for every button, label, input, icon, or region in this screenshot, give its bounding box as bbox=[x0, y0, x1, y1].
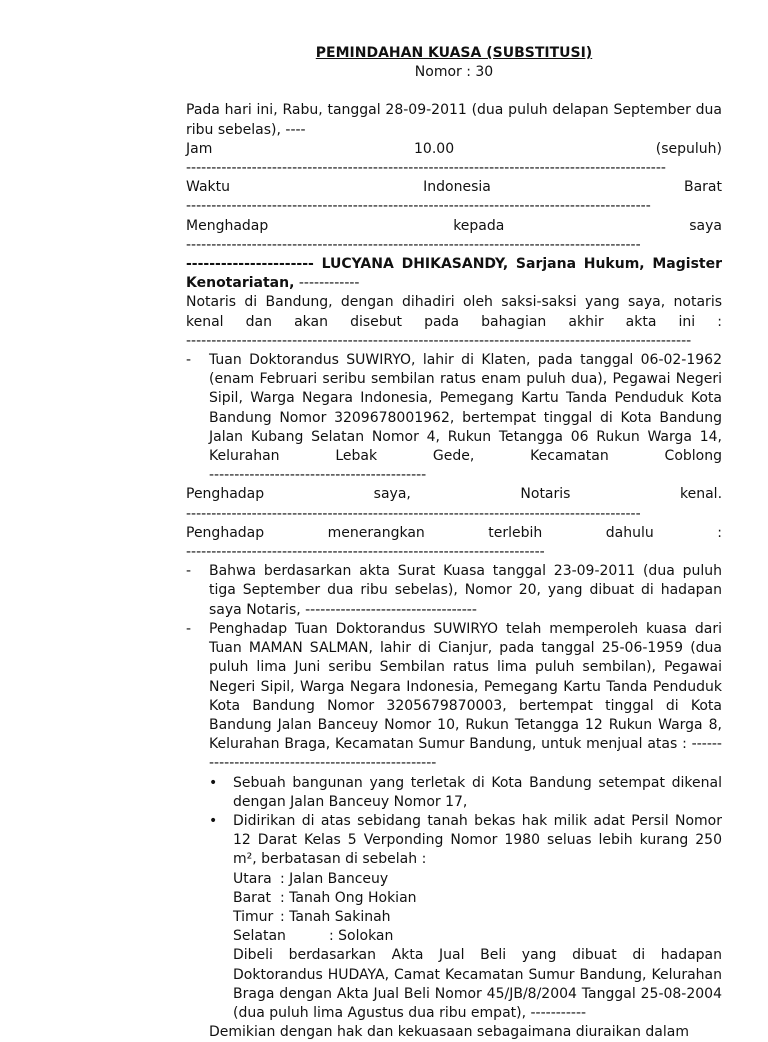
clause-item bbox=[186, 620, 722, 774]
notary-name-line: ---------------------- LUCYANA DHIKASANDY, Sarjana Hukum, Magister Kenotariatan, ------------ bbox=[186, 256, 722, 292]
dash-line: -------------------------------------------------------------------------------------------- bbox=[186, 198, 651, 215]
bullet-marker: • bbox=[209, 812, 218, 829]
document-title: PEMINDAHAN KUASA (SUBSTITUSI) bbox=[315, 45, 593, 61]
clause-text: Bahwa berdasarkan akta Surat Kuasa tanggal 23-09-2011 (dua puluh tiga September dua ribu sebelas), Nomor 20, yang dibuat di hadapan saya Notaris, ---------------------------------- bbox=[209, 563, 722, 618]
dash-line: ---------------------------------------------------------------------------------------------------- bbox=[186, 332, 692, 349]
border-line: Utara : Jalan Banceuy bbox=[233, 870, 389, 887]
known-line: Penghadap saya, Notaris kenal. bbox=[186, 486, 723, 503]
bullet-marker: • bbox=[209, 774, 218, 791]
bullet-item bbox=[186, 774, 722, 812]
purchase-paragraph: Dibeli berdasarkan Akta Jual Beli yang dibuat di hadapan Doktorandus HUDAYA, Camat Kecamatan Sumur Bandung, Kelurahan Braga dengan Akta Jual Beli Nomor 45/JB/8/2004 Tanggal 25-08-2004 (dua puluh lima Agustus dua ribu empat), ----------- bbox=[233, 947, 722, 1021]
statement-line: Penghadap menerangkan terlebih dahulu : bbox=[186, 524, 722, 541]
dash-marker: - bbox=[186, 563, 192, 580]
dash-line: ------------------------------------------------------------------------------------------ bbox=[186, 236, 641, 253]
bullet-item bbox=[186, 812, 722, 870]
time-line: Jam 10.00 (sepuluh) bbox=[186, 140, 722, 157]
notary-name: ---------------------- LUCYANA DHIKASANDY, Sarjana Hukum, Magister Kenotariatan, bbox=[186, 256, 722, 292]
document-page bbox=[186, 44, 722, 1042]
dash-line: ----------------------------------------------------------------------------------------------- bbox=[186, 160, 666, 177]
dash-line: ------------------------------------------- bbox=[209, 467, 427, 484]
clause-text: Penghadap Tuan Doktorandus SUWIRYO telah memperoleh kuasa dari Tuan MAMAN SALMAN, lahir di Cianjur, pada tanggal 25-06-1959 (dua puluh lima Juni seribu Sembilan ratus lima puluh sembilan), Pegawai Negeri Sipil, Warga Negara Indonesia, Pemegang Kartu Tanda Penduduk Kota Bandung Nomor 3205679870003, bertempat tinggal di Kota Bandung Jalan Banceuy Nomor 10, Rukun Tetangga 12 Rukun Warga 8, Kelurahan Braga, Kecamatan Sumur Bandung, untuk menjual atas : --------------------------------------------------- bbox=[209, 620, 722, 772]
opening-paragraph: Pada hari ini, Rabu, tanggal 28-09-2011 (dua puluh delapan September dua ribu sebelas), ---- bbox=[186, 102, 722, 138]
appearer-text: Tuan Doktorandus SUWIRYO, lahir di Klaten, pada tanggal 06-02-1962 (enam Februari seribu sembilan ratus enam puluh dua), Pegawai Negeri Sipil, Warga Negara Indonesia, Pemegang Kartu Tanda Penduduk Kota Bandung Nomor 3209678001962, bertempat tinggal di Kota Bandung Jalan Kubang Selatan Nomor 4, Rukun Tetangga 06 Rukun Warga 14, Kelurahan Lebak Gede, Kecamatan Coblong bbox=[209, 352, 722, 465]
clause-item bbox=[186, 562, 722, 620]
dash-line: ----------------------------------------------------------------------- bbox=[186, 544, 545, 561]
bullet-text: Sebuah bangunan yang terletak di Kota Bandung setempat dikenal dengan Jalan Banceuy Nomor 17, bbox=[233, 774, 722, 810]
appearance-line: Menghadap kepada saya bbox=[186, 217, 723, 234]
bullet-text: Didirikan di atas sebidang tanah bekas hak milik adat Persil Nomor 12 Darat Kelas 5 Verponding Nomor 1980 seluas lebih kurang 250 m², berbatasan di sebelah : bbox=[233, 812, 722, 868]
document-number: Nomor : 30 bbox=[414, 64, 494, 81]
appearer-item bbox=[186, 351, 722, 485]
border-line: Timur : Tanah Sakinah bbox=[233, 908, 391, 925]
border-line: Selatan : Solokan bbox=[233, 928, 394, 945]
spacer bbox=[186, 82, 722, 101]
dash-marker: - bbox=[186, 620, 192, 637]
closing-paragraph: Demikian dengan hak dan kekuasaan sebagaimana diuraikan dalam bbox=[209, 1024, 689, 1041]
border-line: Barat : Tanah Ong Hokian bbox=[233, 889, 417, 906]
dash-line: ------------------------------------------------------------------------------------------ bbox=[186, 505, 641, 522]
timezone-line: Waktu Indonesia Barat bbox=[186, 179, 722, 196]
dash-marker: - bbox=[186, 352, 192, 369]
notary-paragraph: Notaris di Bandung, dengan dihadiri oleh saksi-saksi yang saya, notaris kenal dan akan disebut pada bahagian akhir akta ini : bbox=[186, 294, 722, 330]
